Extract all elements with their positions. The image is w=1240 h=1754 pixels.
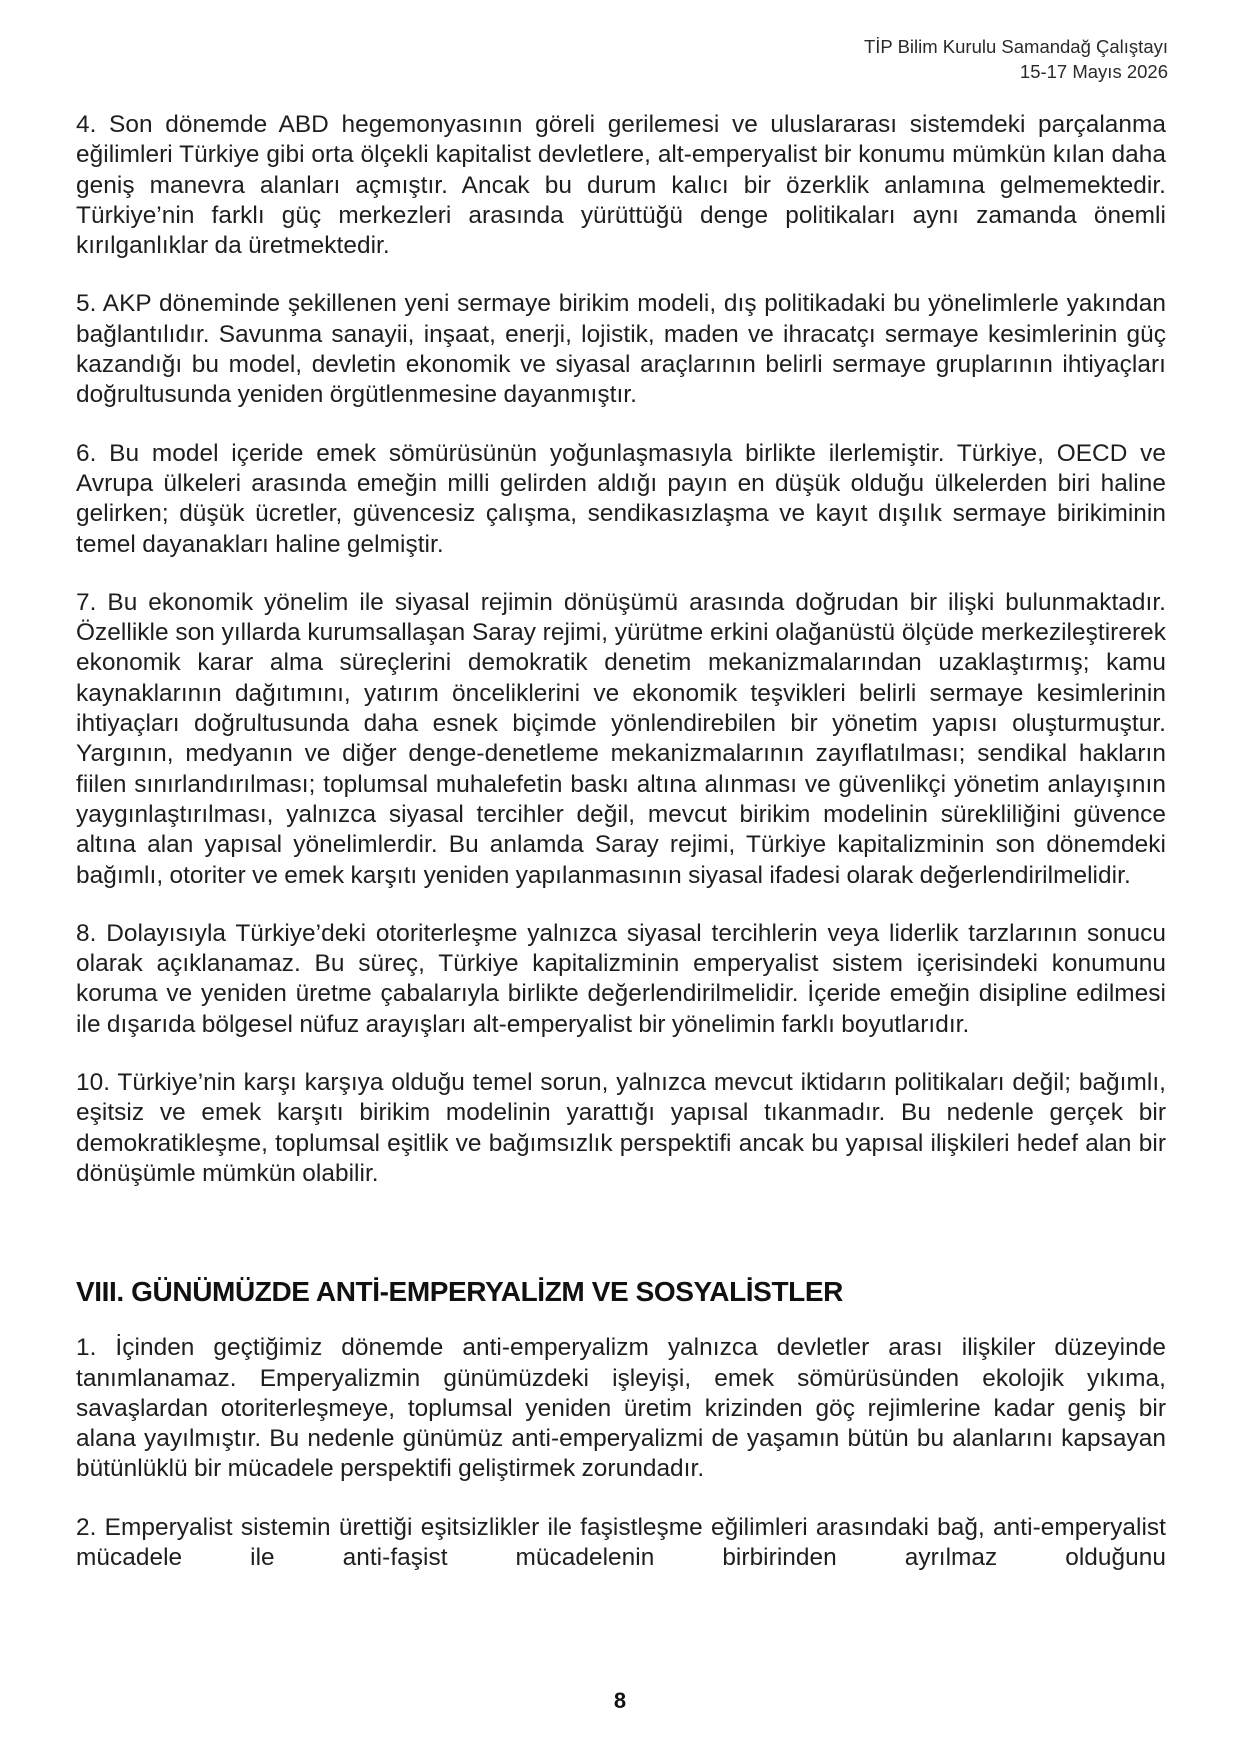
header-date: 15-17 Mayıs 2026 — [1019, 61, 1168, 82]
page-header — [864, 34, 1168, 84]
paragraph-6: 6. Bu model içeride emek sömürüsünün yoğunlaşmasıyla birlikte ilerlemiştir. Türkiye, OECD ve Avrupa ülkeleri arasında emeğin milli gelirden aldığı payın en düşük olduğu ülkelerden biri haline gelirken; düşük ücretler, güvencesiz çalışma, sendikasızlaşma ve kayıt dışılık sermaye birikiminin temel dayanakları haline gelmiştir. — [76, 439, 1166, 558]
section-paragraph-1: 1. İçinden geçtiğimiz dönemde anti-emperyalizm yalnızca devletler arası ilişkiler düzeyinde tanımlanamaz. Emperyalizmin günümüzdeki işleyişi, emek sömürüsünden ekolojik yıkıma, savaşlardan otoriterleşmeye, toplumsal yeniden üretim krizinden göç rejimlerine kadar geniş bir alana yayılmıştır. Bu nedenle günümüz anti-emperyalizmi de yaşamın bütün bu alanlarını kapsayan bütünlüklü bir mücadele perspektifi geliştirmek zorundadır. — [76, 1334, 1166, 1483]
paragraph-5: 5. AKP döneminde şekillenen yeni sermaye birikim modeli, dış politikadaki bu yönelimlerle yakından bağlantılıdır. Savunma sanayii, inşaat, enerji, lojistik, maden ve ihracatçı sermaye kesimlerinin güç kazandığı bu model, devletin ekonomik ve siyasal araçlarının belirli sermaye gruplarının ihtiyaçları doğrultusunda yeniden örgütlenmesine dayanmıştır. — [76, 290, 1166, 409]
paragraph-4: 4. Son dönemde ABD hegemonyasının göreli gerilemesi ve uluslararası sistemdeki parçalanma eğilimleri Türkiye gibi orta ölçekli kapitalist devletlere, alt-emperyalist bir konumu mümkün kılan daha geniş manevra alanları açmıştır. Ancak bu durum kalıcı bir özerklik anlamına gelmemektedir. Türkiye’nin farklı güç merkezleri arasında yürüttüğü denge politikaları aynı zamanda önemli kırılganlıklar da üretmektedir. — [76, 111, 1166, 260]
section-paragraph-2: 2. Emperyalist sistemin ürettiği eşitsizlikler ile faşistleşme eğilimleri arasındaki bağ, anti-emperyalist mücadele ile anti-faşist mücadelenin birbirinden ayrılmaz olduğunu — [76, 1513, 1166, 1571]
section-heading: VIII. GÜNÜMÜZDE ANTİ-EMPERYALİZM VE SOSYALİSTLER — [76, 1276, 843, 1308]
paragraph-10: 10. Türkiye’nin karşı karşıya olduğu temel sorun, yalnızca mevcut iktidarın politikaları değil; bağımlı, eşitsiz ve emek karşıtı birikim modelinin yarattığı yapısal tıkanmadır. Bu nedenle gerçek bir demokratikleşme, toplumsal eşitlik ve bağımsızlık perspektifi ancak bu yapısal ilişkileri hedef alan bir dönüşümle mümkün olabilir. — [76, 1069, 1166, 1187]
paragraph-7: 7. Bu ekonomik yönelim ile siyasal rejimin dönüşümü arasında doğrudan bir ilişki bulunmaktadır. Özellikle son yıllarda kurumsallaşan Saray rejimi, yürütme erkini olağanüstü ölçüde merkezileştirerek ekonomik karar alma süreçlerini demokratik denetim mekanizmalarından uzaklaştırmış; kamu kaynaklarının dağıtımını, yatırım önceliklerini ve ekonomik teşvikleri belirli sermaye kesimlerinin ihtiyaçları doğrultusunda daha esnek biçimde yönlendirebilen bir yönetim yapısı oluşturmuştur. Yargının, medyanın ve diğer denge-denetleme mekanizmalarının zayıflatılması; sendikal hakların fiilen sınırlandırılması; toplumsal muhalefetin baskı altına alınması ve güvenlikçi yönetim anlayışının yaygınlaştırılması, yalnızca siyasal tercihler değil, mevcut birikim modelinin sürekliliğini güvence altına alan yapısal yönelimlerdir. Bu anlamda Saray rejimi, Türkiye kapitalizminin son dönemdeki bağımlı, otoriter ve emek karşıtı yeniden yapılanmasının siyasal ifadesi olarak değerlendirilmelidir. — [76, 588, 1166, 889]
paragraph-8: 8. Dolayısıyla Türkiye’deki otoriterleşme yalnızca siyasal tercihlerin veya liderlik tarzlarının sonucu olarak açıklanamaz. Bu süreç, Türkiye kapitalizminin emperyalist sistem içerisindeki konumunu koruma ve yeniden üretme çabalarıyla birlikte değerlendirilmelidir. İçeride emeğin disipline edilmesi ile dışarıda bölgesel nüfuz arayışları alt-emperyalist bir yönelimin farklı boyutlarıdır. — [76, 919, 1166, 1038]
page-content — [76, 110, 1166, 1601]
header-title: TİP Bilim Kurulu Samandağ Çalıştayı — [863, 36, 1168, 57]
page-number: 8 — [613, 1688, 627, 1713]
